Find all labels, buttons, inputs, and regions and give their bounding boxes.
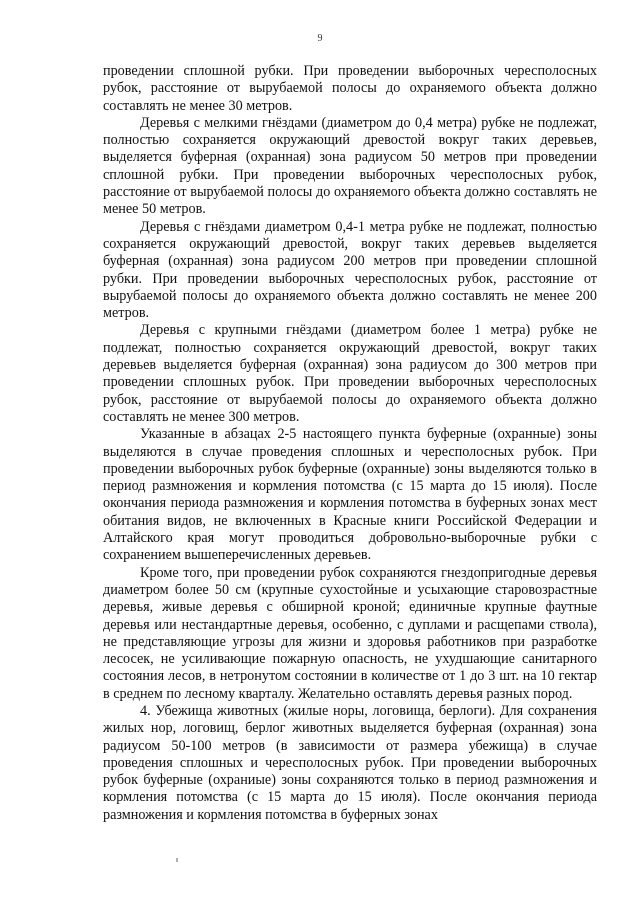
paragraph-small-nests: Деревья с мелкими гнёздами (диаметром до 0,4 метра) рубке не подлежат, полностью сохраняется окружающий древостой вокруг таких деревьев, выделяется буферная (охранная) зона радиусом 50 метров при проведении сплошной рубки. При проведении выборочных чересполосных рубок, расстояние от вырубаемой полосы до охраняемого объекта должно составлять не менее 50 метров.	[103, 114, 597, 218]
page-number: 9	[317, 33, 323, 44]
paragraph-nesting-trees: Кроме того, при проведении рубок сохраняются гнездопригодные деревья диаметром более 50 см (крупные сухостойные и усыхающие старовозрастные деревья, живые деревья с обширной кроной; единичные крупные фаутные деревья или нестандартные деревья, особенно, с дуплами и расщепами ствола), не представляющие угрозы для жизни и здоровья работников при разработке лесосек, не усиливающие пожарную опасность, не ухудшающие санитарного состояния лесов, в нетронутом состоянии в количестве от 1 до 3 шт. на 10 гектар в среднем по лесному кварталу. Желательно оставлять деревья разных пород.	[103, 564, 597, 702]
document-body	[103, 63, 597, 824]
paragraph-animal-shelters: 4. Убежища животных (жилые норы, логовища, берлоги). Для сохранения жилых нор, логовищ, берлог животных выделяется буферная (охранная) зона радиусом 50-100 метров (в зависимости от размера убежища) в случае проведения сплошных и чересполосных рубок. При проведении выборочных рубок буферные (охраниые) зоны сохраняются только в период размножения и кормления потомства (с 15 марта до 15 июля). После окончания периода размножения и кормления потомства в буферных зонах	[103, 702, 597, 823]
paragraph-buffer-zones: Указанные в абзацах 2-5 настоящего пункта буферные (охранные) зоны выделяются в случае проведения сплошных и чересполосных рубок. При проведении выборочных рубок буферные (охранные) зоны выделяются только в период размножения и кормления потомства (с 15 марта до 15 июля). После окончания периода размножения и кормления потомства в буферных зонах мест обитания видов, не включенных в Красные книги Российской Федерации и Алтайского края могут проводиться добровольно-выборочные рубки с сохранением вышеперечисленных деревьев.	[103, 426, 597, 564]
scan-mark	[176, 858, 178, 862]
paragraph-medium-nests: Деревья с гнёздами диаметром 0,4-1 метра рубке не подлежат, полностью сохраняется окружающий древостой, вокруг таких деревьев выделяется буферная (охранная) зона радиусом 200 метров при проведении сплошной рубки. При проведении выборочных чересполосных рубок, расстояние от вырубаемой полосы до охраняемого объекта должно составлять не менее 200 метров.	[103, 218, 597, 322]
paragraph-large-nests: Деревья с крупными гнёздами (диаметром более 1 метра) рубке не подлежат, полностью сохраняется окружающий древостой, вокруг таких деревьев выделяется буферная (охранная) зона радиусом до 300 метров при проведении сплошных рубок. При проведении выборочных чересполосных рубок, расстояние от вырубаемой полосы до охраняемого объекта должно составлять не менее 300 метров.	[103, 322, 597, 425]
paragraph-continuation: проведении сплошной рубки. При проведении выборочных чересполосных рубок, расстояние от вырубаемой полосы до охраняемого объекта должно составлять не менее 30 метров.	[103, 63, 597, 114]
